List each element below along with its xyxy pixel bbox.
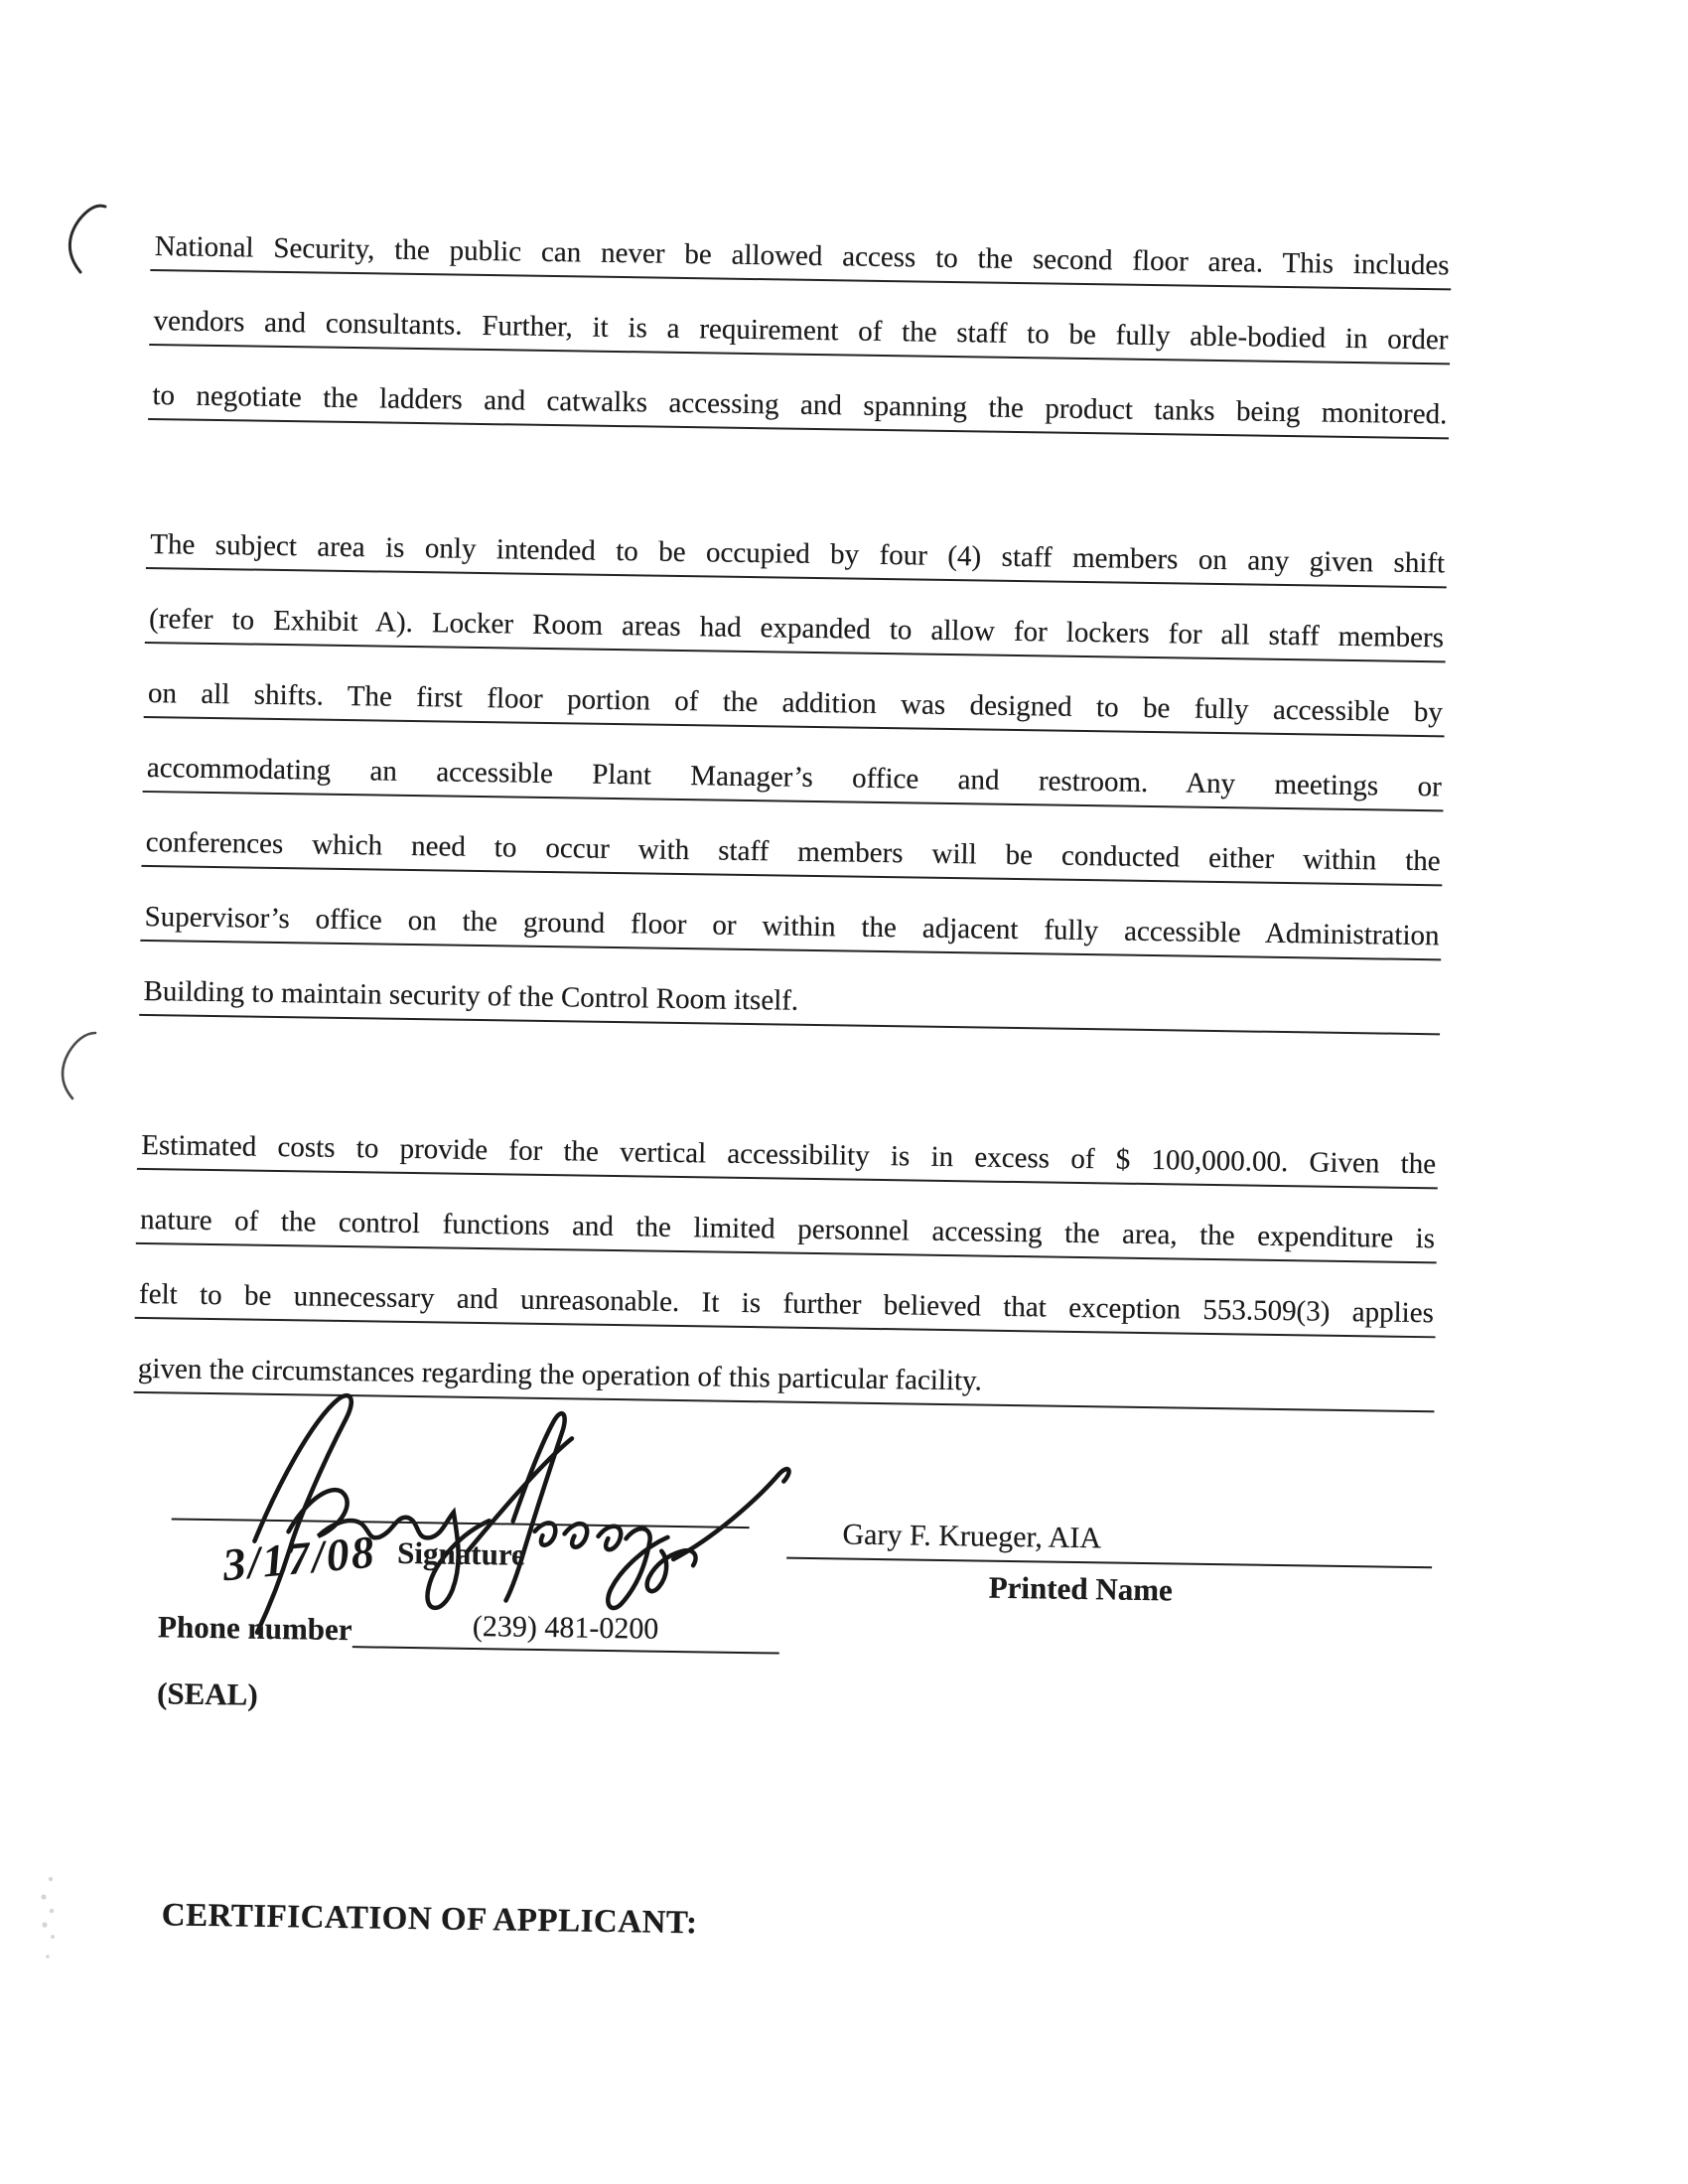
phone-number-value: (239) 481-0200 [352,1608,779,1654]
certification-heading: CERTIFICATION OF APPLICANT: [161,1897,698,1942]
printed-name-block [786,1518,1433,1613]
paragraph-line: vendors and consultants. Further, it is a requirement of the staff to be fully able-bodied in order [149,301,1451,364]
printed-name-label: Printed Name [988,1569,1174,1608]
paragraph-line: The subject area is only intended to be occupied by four (4) staff members on any given shift [146,524,1448,588]
signature-label: Signature [396,1534,526,1572]
pencil-smudge-icon [30,1871,71,1963]
paragraph-line: given the circumstances regarding the operation of this particular facility. [134,1349,1436,1412]
paragraph-line: (refer to Exhibit A). Locker Room areas had expanded to allow for lockers for all staff members [145,599,1447,662]
paragraph-line: felt to be unnecessary and unreasonable. It is further believed that exception 553.509(3) applies [135,1274,1437,1338]
handwritten-date: 3/17/08 [220,1526,378,1591]
paragraph-line: to negotiate the ladders and catwalks accessing and spanning the product tanks being monitored. [148,375,1450,439]
paragraph-occupancy [139,524,1448,1065]
pen-stroke-paren-icon [62,203,109,280]
printed-name-value: Gary F. Krueger, AIA [786,1518,1433,1569]
pen-stroke-paren-icon [56,1029,99,1102]
paragraph-line: on all shifts. The first floor portion of the addition was designed to be fully accessible by [144,673,1446,737]
paragraph-line: accommodating an accessible Plant Manager’s office and restroom. Any meetings or [143,748,1445,811]
document-body [122,226,1452,2184]
paragraph-line: Supervisor’s office on the ground floor or within the adjacent fully accessible Administration [140,897,1442,960]
phone-number-label: Phone number [157,1609,352,1648]
paragraph-line: National Security, the public can never be allowed access to the second floor area. This includes [150,226,1452,290]
paragraph-line: Building to maintain security of the Control Room itself. [139,971,1441,1035]
paragraph-line: conferences which need to occur with staff members will be conducted either within the [141,822,1443,886]
paragraph-line: Estimated costs to provide for the vertical accessibility is in excess of $ 100,000.00. Given the [137,1125,1439,1189]
paragraph-line: nature of the control functions and the limited personnel accessing the area, the expenditure is [136,1200,1438,1263]
paragraph-security [148,226,1452,469]
seal-label: (SEAL) [156,1675,258,1712]
